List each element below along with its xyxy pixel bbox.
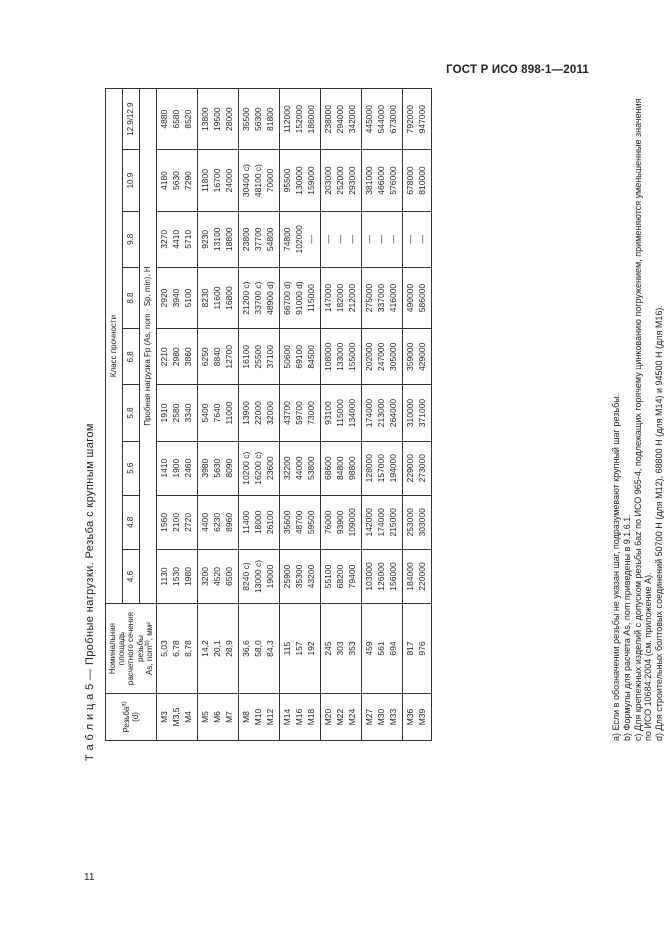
load-cell: — [376,211,388,267]
thread-cell: M33 [388,694,403,741]
load-cell: 3980 [197,441,212,495]
table-row [335,89,347,741]
load-cell: 1560 [156,495,171,549]
load-cell: 184000 [402,549,417,603]
load-cell: — [402,211,417,267]
load-cell: 26100 [265,495,280,549]
load-cell: 115000 [306,267,321,328]
load-cell: 186000 [306,89,321,150]
load-cell: 37700 [253,211,265,267]
thread-cell: M30 [376,694,388,741]
load-cell: 147000 [320,267,335,328]
load-cell: 56300 [253,89,265,150]
thread-cell: M20 [320,694,335,741]
load-cell: 213000 [376,385,388,441]
load-cell: 13100 [212,211,224,267]
load-cell: 159000 [306,150,321,211]
load-cell: 810000 [417,150,432,211]
load-cell: 5630 [212,441,224,495]
load-cell: 156000 [388,549,403,603]
thread-cell: M8 [238,694,253,741]
area-cell: 14,2 [197,604,212,694]
load-cell: 35600 [279,495,294,549]
load-cell: 69100 [294,329,306,385]
load-cell: 678000 [402,150,417,211]
load-cell: 310000 [402,385,417,441]
load-cell: 23800 [238,211,253,267]
load-cell: 11800 [197,150,212,211]
load-cell: 5630 [171,150,183,211]
load-cell: 59700 [294,385,306,441]
load-cell: 93100 [320,385,335,441]
thread-cell: M3 [156,694,171,741]
load-cell: 37100 [265,329,280,385]
table-row [183,89,198,741]
thread-cell: M22 [335,694,347,741]
load-cell: 1910 [156,385,171,441]
strength-class-1: 4.8 [122,495,139,549]
load-cell: 303000 [417,495,432,549]
load-cell: — [320,211,335,267]
rotated-table-area [105,88,665,741]
load-cell: 11400 [238,495,253,549]
load-cell: 275000 [361,267,376,328]
load-cell: 576000 [388,150,403,211]
load-cell: 2100 [171,495,183,549]
load-cell: 142000 [361,495,376,549]
load-cell: 35300 [294,549,306,603]
strength-class-2: 5.6 [122,441,139,495]
load-cell: 8240 c) [238,549,253,603]
load-cell: 108000 [320,329,335,385]
load-cell: 32200 [279,441,294,495]
load-cell: 74800 [279,211,294,267]
table-row [171,89,183,741]
load-cell: 4180 [156,150,171,211]
area-cell: 694 [388,604,403,694]
load-cell: 3340 [183,385,198,441]
load-cell: 5100 [183,267,198,328]
table-row [361,89,376,741]
load-cell: 7640 [212,385,224,441]
load-cell: 95500 [279,150,294,211]
load-cell: 8960 [224,495,239,549]
load-cell: 11600 [212,267,224,328]
load-cell: 381000 [361,150,376,211]
load-cell: 19000 [265,549,280,603]
load-cell: 68200 [335,549,347,603]
thread-cell: M12 [265,694,280,741]
load-cell: — [335,211,347,267]
note-a: a) Если в обозначении резьбы не указан шаг, подразумевают крупный шаг резьбы. [611,393,621,741]
load-cell: 6230 [212,495,224,549]
load-cell: 81800 [265,89,280,150]
load-cell: 4880 [156,89,171,150]
load-cell: 50600 [279,329,294,385]
load-cell: 220000 [417,549,432,603]
load-cell: 294000 [335,89,347,150]
load-cell: 8840 [212,329,224,385]
thread-cell: M5 [197,694,212,741]
load-cell: 98800 [347,441,362,495]
load-cell: 3940 [171,267,183,328]
load-cell: 253000 [402,495,417,549]
load-cell: 19500 [212,89,224,150]
load-cell: — [306,211,321,267]
load-cell: — [347,211,362,267]
load-cell: 359000 [402,329,417,385]
load-cell: 194000 [388,441,403,495]
load-cell: 30400 c) [238,150,253,211]
load-cell: 215000 [388,495,403,549]
load-cell: 55100 [320,549,335,603]
load-cell: 93900 [335,495,347,549]
table-row [265,89,280,741]
area-cell: 192 [306,604,321,694]
load-cell: 2920 [156,267,171,328]
table-notes [611,88,665,741]
table-row [388,89,403,741]
load-cell: 13000 c) [253,549,265,603]
load-cell: 18800 [224,211,239,267]
load-cell: 229000 [402,441,417,495]
table-caption: Т а б л и ц а 5 — Пробные нагрузки. Резьба с крупным шагом [84,423,96,761]
load-cell: 76000 [320,495,335,549]
load-cell: 1530 [171,549,183,603]
thread-cell: M24 [347,694,362,741]
load-cell: 66700 d) [279,267,294,328]
area-cell: 115 [279,604,294,694]
load-cell: 157000 [376,441,388,495]
load-cell: 174000 [361,385,376,441]
load-cell: 416000 [388,267,403,328]
load-cell: 5710 [183,211,198,267]
table-row [238,89,253,741]
load-cell: 3200 [197,549,212,603]
load-cell: 7290 [183,150,198,211]
strength-class-header: Класс прочности [106,89,123,604]
load-cell: 11000 [224,385,239,441]
load-cell: 429000 [417,329,432,385]
load-cell: 182000 [335,267,347,328]
thread-cell: M16 [294,694,306,741]
load-cell: 1410 [156,441,171,495]
area-cell: 28,9 [224,604,239,694]
load-cell: 70000 [265,150,280,211]
table-row [197,89,212,741]
thread-cell: M14 [279,694,294,741]
load-cell: 23600 [265,441,280,495]
load-cell: 130000 [294,150,306,211]
area-cell: 157 [294,604,306,694]
strength-class-5: 8.8 [122,267,139,328]
table-row [306,89,321,741]
thread-cell: M7 [224,694,239,741]
load-cell: 293000 [347,150,362,211]
load-cell: 35500 [238,89,253,150]
load-cell: 673000 [388,89,403,150]
load-cell: 22000 [253,385,265,441]
area-cell: 245 [320,604,335,694]
load-cell: — [388,211,403,267]
area-cell: 561 [376,604,388,694]
strength-class-8: 12.9/12.9 [122,89,139,150]
load-cell: 18000 [253,495,265,549]
area-cell: 459 [361,604,376,694]
table-row [320,89,335,741]
load-cell: 466000 [376,150,388,211]
table-row [402,89,417,741]
load-cell: 128000 [361,441,376,495]
load-cell: 103000 [361,549,376,603]
load-cell: 73000 [306,385,321,441]
load-cell: 13800 [197,89,212,150]
load-cell: 445000 [361,89,376,150]
load-cell: 44000 [294,441,306,495]
area-cell: 353 [347,604,362,694]
load-cell: 371000 [417,385,432,441]
area-cell: 976 [417,604,432,694]
load-cell: 586000 [417,267,432,328]
load-cell: 8520 [183,89,198,150]
load-cell: 203000 [320,150,335,211]
load-cell: 25500 [253,329,265,385]
table-row [156,89,171,741]
load-cell: 112000 [279,89,294,150]
load-cell: 792000 [402,89,417,150]
strength-class-6: 9.8 [122,211,139,267]
load-cell: 48900 d) [265,267,280,328]
table-row [212,89,224,741]
load-cell: 8230 [197,267,212,328]
load-cell: 10200 c) [238,441,253,495]
note-c: c) Для крепежных изделий с допуском резьбы 6az по ИСО 965-4, подлежащих горячему цинкованию погружением, применяются уменьшенные значения [632,98,643,741]
load-cell: 91000 d) [294,267,306,328]
load-cell: 337000 [376,267,388,328]
load-cell: 4410 [171,211,183,267]
load-cell: 4400 [197,495,212,549]
load-cell: 5400 [197,385,212,441]
load-cell: 68600 [320,441,335,495]
load-cell: 126000 [376,549,388,603]
thread-cell: M4 [183,694,198,741]
load-cell: 33700 c) [253,267,265,328]
load-cell: 21200 c) [238,267,253,328]
table-row [224,89,239,741]
load-cell: 12700 [224,329,239,385]
load-cell: 6580 [171,89,183,150]
thread-cell: M36 [402,694,417,741]
document-standard-number: ГОСТ Р ИСО 898-1—2011 [446,64,589,76]
load-cell: 2580 [171,385,183,441]
load-cell: 247000 [376,329,388,385]
load-cell: 2210 [156,329,171,385]
load-cell: 16800 [224,267,239,328]
load-cell: 13900 [238,385,253,441]
load-cell: 115000 [335,385,347,441]
load-cell: 1130 [156,549,171,603]
load-cell: 544000 [376,89,388,150]
load-cell: 273000 [417,441,432,495]
load-cell: 48100 c) [253,150,265,211]
area-cell: 84,3 [265,604,280,694]
load-cell: — [417,211,432,267]
load-cell: 2980 [171,329,183,385]
thread-cell: M27 [361,694,376,741]
load-cell: 32000 [265,385,280,441]
table-row [347,89,362,741]
load-cell: 2460 [183,441,198,495]
load-cell: 54800 [265,211,280,267]
load-cell: 4520 [212,549,224,603]
load-cell: 6250 [197,329,212,385]
load-cell: 202000 [361,329,376,385]
load-cell: 8090 [224,441,239,495]
note-d: d) Для строительных болтовых соединений 50700 Н (для М12), 68800 Н (для М14) и 94500 Н (для М16). [654,305,665,741]
load-cell: 264000 [388,385,403,441]
load-cell: 238000 [320,89,335,150]
load-cell: 155000 [347,329,362,385]
area-cell: 58,0 [253,604,265,694]
area-column-header: Номинальная площадь расчетного сечения резьбы As, nom$^{b)}$, мм² [106,604,157,694]
strength-class-0: 4.6 [122,549,139,603]
load-cell: 6500 [224,549,239,603]
load-cell: 25900 [279,549,294,603]
load-cell: 947000 [417,89,432,150]
load-cell: 28000 [224,89,239,150]
load-cell: 16200 c) [253,441,265,495]
thread-cell: M6 [212,694,224,741]
load-cell: 79400 [347,549,362,603]
load-cell: 3860 [183,329,198,385]
area-cell: 817 [402,604,417,694]
load-cell: 24000 [224,150,239,211]
load-cell: 342000 [347,89,362,150]
note-c-continued: по ИСО 10684:2004 (см. приложение А). [643,572,654,741]
load-cell: 16100 [238,329,253,385]
page-number: 11 [84,872,95,883]
table-row [417,89,432,741]
strength-class-4: 6.8 [122,329,139,385]
load-cell: 252000 [335,150,347,211]
load-cell: 53800 [306,441,321,495]
load-cell: 109000 [347,495,362,549]
note-b: b) Формулы для расчета As, nom приведены в 9.1.6.1. [621,514,632,741]
strength-class-3: 5.8 [122,385,139,441]
load-cell: 1980 [183,549,198,603]
load-cell: 43200 [306,549,321,603]
load-cell: 43700 [279,385,294,441]
table-row [376,89,388,741]
area-cell: 6,78 [171,604,183,694]
load-cell: 152000 [294,89,306,150]
load-cell: 212000 [347,267,362,328]
load-cell: 134000 [347,385,362,441]
thread-cell: M10 [253,694,265,741]
area-cell: 36,6 [238,604,253,694]
load-cell: 490000 [402,267,417,328]
load-cell: 174000 [376,495,388,549]
load-cell: 133000 [335,329,347,385]
load-cell: 3270 [156,211,171,267]
thread-column-header: Резьба$^{a)}$ (d) [106,694,157,741]
load-cell: 102000 [294,211,306,267]
load-cell: — [361,211,376,267]
load-cell: 84800 [335,441,347,495]
thread-cell: M18 [306,694,321,741]
load-cell: 16700 [212,150,224,211]
strength-class-7: 10.9 [122,150,139,211]
area-cell: 8,78 [183,604,198,694]
table-body [156,89,431,741]
load-cell: 59500 [306,495,321,549]
load-cell: 48700 [294,495,306,549]
proof-loads-table [105,88,432,741]
area-cell: 303 [335,604,347,694]
thread-cell: M39 [417,694,432,741]
proof-load-header: Пробная нагрузка Fp (As, nom · Sp, min), Н [139,89,156,604]
area-cell: 5,03 [156,604,171,694]
load-cell: 9230 [197,211,212,267]
thread-cell: M3,5 [171,694,183,741]
load-cell: 1900 [171,441,183,495]
load-cell: 2720 [183,495,198,549]
load-cell: 305000 [388,329,403,385]
table-row [279,89,294,741]
table-row [253,89,265,741]
load-cell: 84500 [306,329,321,385]
area-cell: 20,1 [212,604,224,694]
table-row [294,89,306,741]
